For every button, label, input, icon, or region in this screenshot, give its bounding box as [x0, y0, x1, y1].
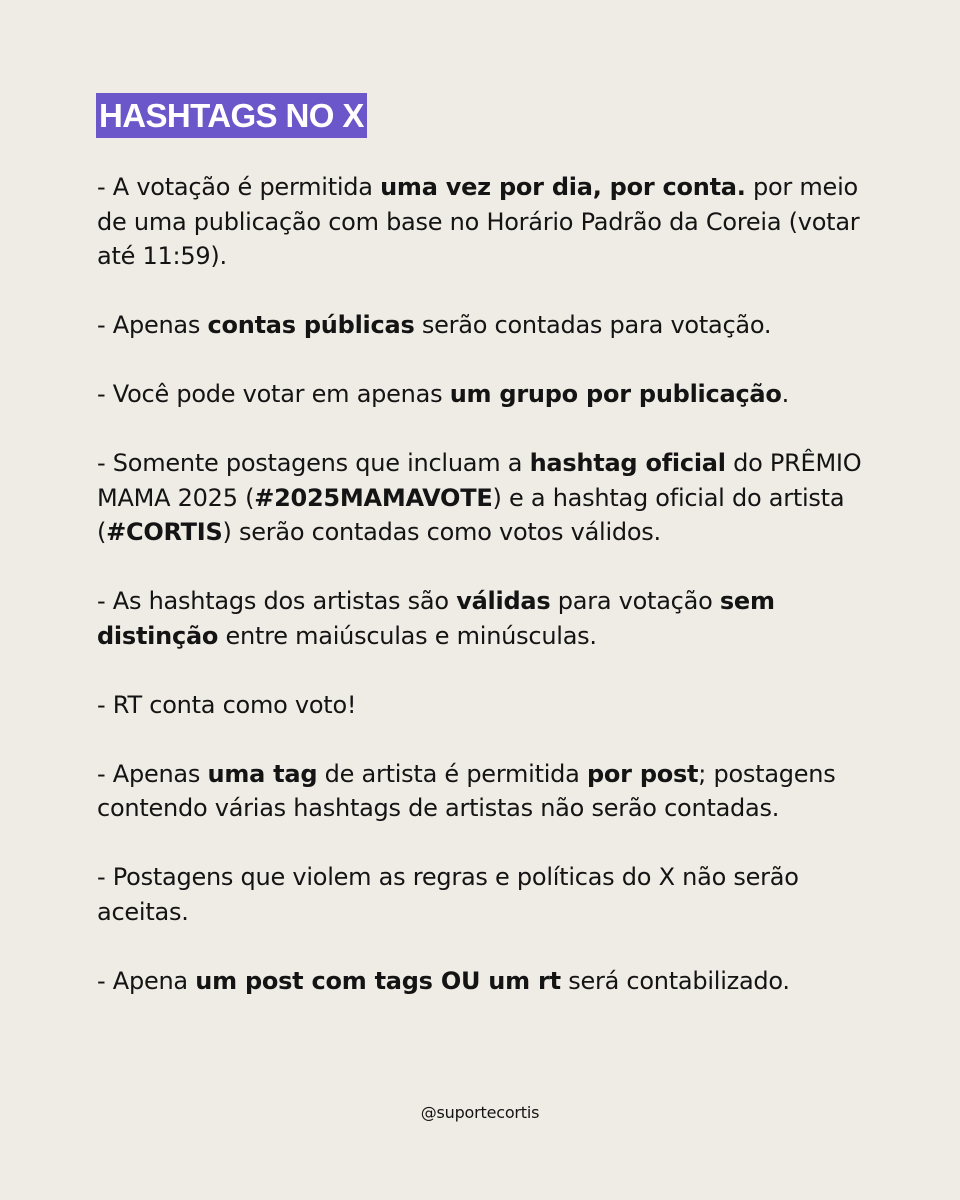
rule-text: - Apenas — [97, 311, 208, 339]
rule-paragraph — [97, 446, 877, 550]
rule-paragraph — [97, 308, 877, 343]
rule-emphasis: uma tag — [207, 759, 318, 788]
rule-emphasis: hashtag oficial — [529, 449, 726, 477]
rule-paragraph — [97, 170, 877, 274]
rule-emphasis: uma vez por dia, por conta. — [380, 173, 746, 201]
rule-emphasis: #CORTIS — [106, 518, 223, 546]
account-handle: @suportecortis — [420, 1103, 540, 1122]
rule-text: do PRÊMIO MAMA 2025 ( — [97, 449, 862, 512]
rule-text: . — [781, 380, 790, 408]
rules-list — [97, 170, 877, 1033]
rule-paragraph — [97, 688, 877, 723]
rule-text: - Postagens que violem as regras e políticas do X não serão aceitas. — [97, 863, 799, 926]
rule-text: - Apenas — [97, 759, 208, 788]
rule-text: de artista é permitida — [317, 759, 587, 788]
rule-paragraph — [97, 377, 877, 412]
rule-emphasis: válidas — [456, 587, 551, 615]
rule-emphasis: contas públicas — [207, 311, 415, 339]
rule-text: - Somente postagens que incluam a — [97, 449, 530, 477]
page-title: HASHTAGS NO X — [96, 93, 367, 138]
rule-text: serão contadas para votação. — [414, 311, 772, 339]
rule-emphasis: um post com tags OU um rt — [195, 966, 561, 995]
rule-paragraph — [97, 964, 877, 999]
rule-text: - Você pode votar em apenas — [97, 380, 450, 408]
rule-emphasis: #2025MAMAVOTE — [254, 483, 493, 512]
rule-text: - A votação é permitida — [97, 173, 381, 201]
rule-text: para votação — [550, 587, 720, 615]
rule-text: ) e a hashtag oficial do artista ( — [97, 483, 845, 546]
rule-emphasis: sem distinção — [97, 587, 775, 650]
rule-text: entre maiúsculas e minúsculas. — [218, 621, 597, 650]
rule-text: - RT conta como voto! — [97, 690, 357, 719]
rule-text: por meio de uma publicação com base no Horário Padrão da Coreia (votar até 11:59). — [97, 173, 860, 270]
rule-paragraph — [97, 860, 877, 929]
rule-paragraph — [97, 757, 877, 826]
rule-text: - As hashtags dos artistas são — [97, 587, 457, 615]
rule-text: ) serão contadas como votos válidos. — [222, 518, 661, 546]
rule-text: será contabilizado. — [560, 966, 790, 995]
rule-paragraph — [97, 584, 877, 653]
rule-emphasis: por post — [586, 759, 699, 788]
rule-text: - Apena — [97, 966, 196, 995]
rule-text: ; postagens contendo várias hashtags de artistas não serão contadas. — [97, 759, 836, 822]
rule-emphasis: um grupo por publicação — [449, 380, 782, 408]
